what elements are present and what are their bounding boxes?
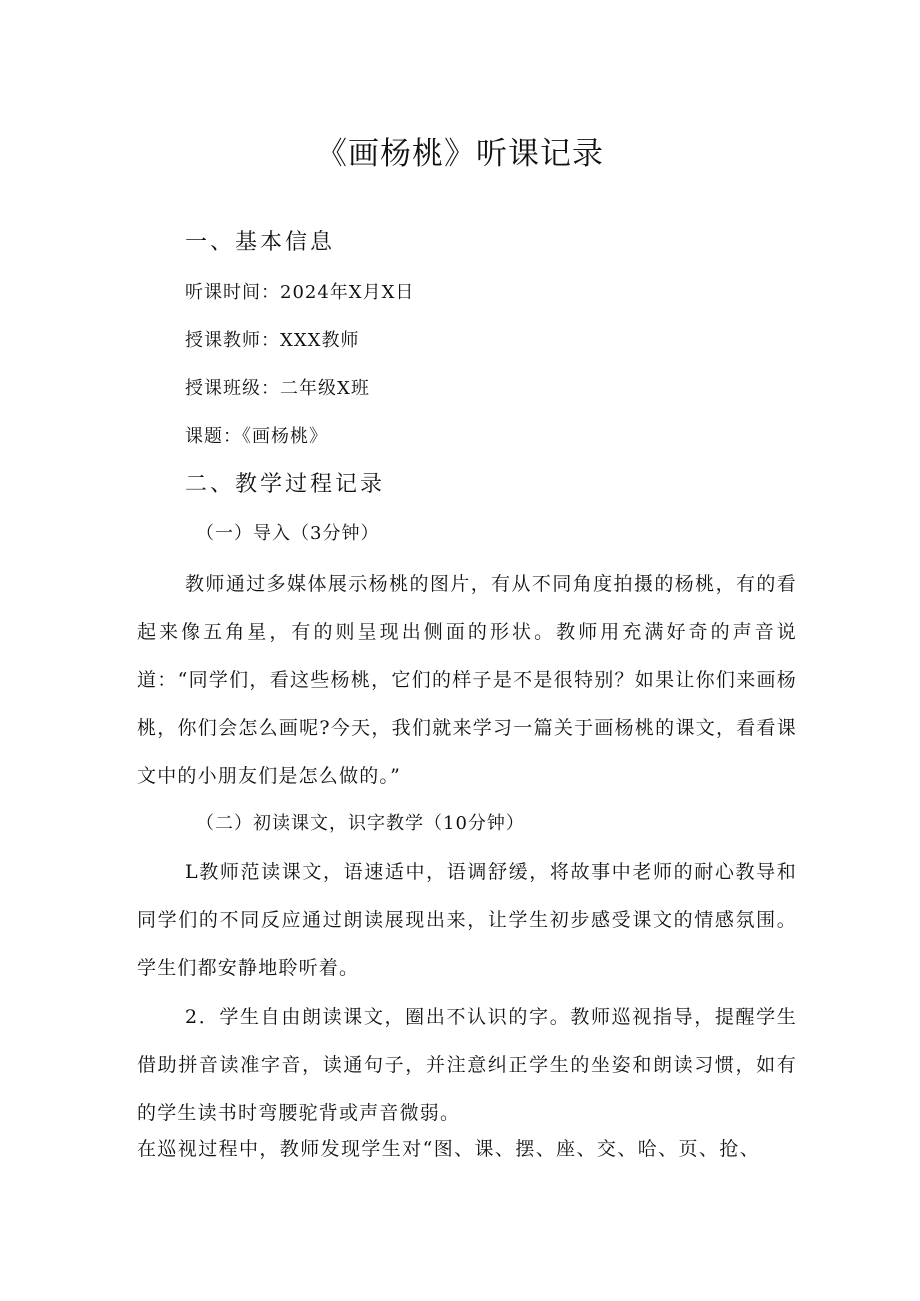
paragraph-patrol-observation: 在巡视过程中，教师发现学生对“图、课、摆、座、交、哈、页、抢、 (137, 1138, 761, 1160)
paragraph-introduction: 教师通过多媒体展示杨桃的图片，有从不同角度拍摄的杨桃，有的看起来像五角星，有的则呈现出侧面的形状。教师用充满好奇的声音说道：“同学们，看这些杨桃，它们的样子是不是很特别？如果让你们来画杨桃，你们会怎么画呢?今天，我们就来学习一篇关于画杨桃的课文，看看课文中的小朋友们是怎么做的。” (137, 573, 797, 787)
info-class: 授课班级：二年级X班 (185, 378, 370, 399)
info-teacher: 授课教师：XXX教师 (185, 330, 360, 351)
info-topic: 课题：《画杨桃》 (185, 426, 328, 447)
info-lecture-time: 听课时间：2024年X月X日 (185, 282, 415, 303)
paragraph-student-reading: 2．学生自由朗读课文，圈出不认识的字。教师巡视指导，提醒学生借助拼音读准字音，读通句子，并注意纠正学生的坐姿和朗读习惯，如有的学生读书时弯腰驼背或声音微弱。 (137, 1006, 797, 1124)
subheading-introduction: （一）导入（3分钟） (196, 523, 380, 544)
section-heading-teaching-process: 二、教学过程记录 (185, 472, 386, 497)
section-heading-basic-info: 一、基本信息 (185, 230, 336, 255)
paragraph-teacher-reading: L教师范读课文，语速适中，语调舒缓，将故事中老师的耐心教导和同学们的不同反应通过朗读展现出来，让学生初步感受课文的情感氛围。学生们都安静地聆听着。 (137, 861, 797, 979)
document-title: 《画杨桃》听课记录 (316, 136, 604, 172)
subheading-first-reading: （二）初读课文，识字教学（10分钟） (196, 813, 525, 834)
